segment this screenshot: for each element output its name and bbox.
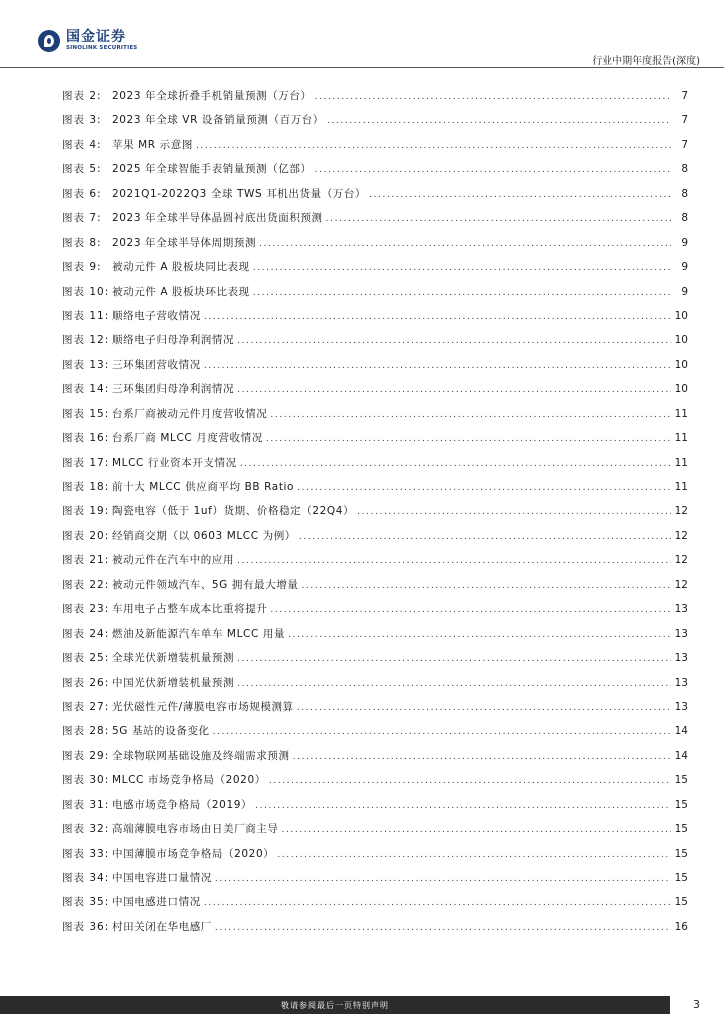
toc-entry-title: 2021Q1-2022Q3 全球 TWS 耳机出货量（万台）	[112, 187, 367, 200]
toc-entry-title: 全球光伏新增装机量预测	[112, 652, 235, 665]
toc-entry-page: 12	[674, 554, 688, 567]
toc-entry-page: 7	[681, 114, 688, 127]
toc-entry-page: 9	[681, 236, 688, 249]
toc-entry-title: 三环集团归母净利润情况	[112, 383, 235, 396]
toc-entry[interactable]	[62, 870, 688, 894]
logo-cn: 国金证券	[66, 29, 126, 46]
toc-entry-label: 图表 18:	[62, 481, 110, 493]
toc-entry-title: 经销商交期（以 0603 MLCC 为例）	[112, 529, 296, 542]
toc-entry-title: 车用电子占整车成本比重将提升	[112, 603, 268, 616]
toc-dot-leader	[288, 630, 671, 640]
toc-entry[interactable]	[62, 577, 688, 601]
toc-entry-title: 被动元件领域汽车、5G 拥有最大增量	[112, 578, 299, 591]
toc-dot-leader	[299, 532, 671, 542]
toc-entry-label: 图表 34:	[62, 872, 110, 884]
toc-dot-leader	[237, 556, 671, 566]
toc-entry-page: 10	[674, 383, 688, 396]
toc-dot-leader	[237, 385, 671, 395]
toc-entry-page: 13	[674, 652, 688, 665]
toc-entry-page: 11	[674, 481, 688, 493]
toc-entry[interactable]	[62, 723, 688, 747]
toc-entry-label: 图表 35:	[62, 896, 110, 909]
toc-entry-page: 7	[681, 90, 688, 102]
toc-entry-title: 2023 年全球折叠手机销量预测（万台）	[112, 90, 312, 102]
toc-entry-label: 图表 28:	[62, 725, 110, 738]
toc-entry-label: 图表 27:	[62, 700, 110, 713]
toc-entry[interactable]	[62, 528, 688, 552]
toc-entry[interactable]	[62, 797, 688, 821]
toc-entry-page: 15	[674, 847, 688, 860]
toc-entry-title: 中国电容进口量情况	[112, 872, 212, 884]
toc-entry-title: 被动元件 A 股板块同比表现	[112, 261, 250, 274]
toc-entry-title: 中国电感进口情况	[112, 896, 201, 909]
toc-entry-title: 5G 基站的设备变化	[112, 725, 210, 738]
toc-dot-leader	[315, 165, 671, 175]
toc-entry[interactable]	[62, 235, 688, 259]
toc-entry-label: 图表 16:	[62, 432, 110, 445]
toc-dot-leader	[293, 752, 671, 762]
toc-entry-page: 13	[674, 603, 688, 616]
toc-entry[interactable]	[62, 894, 688, 918]
toc-entry-label: 图表 32:	[62, 823, 110, 836]
toc-entry-label: 图表 10:	[62, 285, 110, 298]
toc-entry-title: 前十大 MLCC 供应商平均 BB Ratio	[112, 481, 295, 493]
toc-entry-page: 12	[674, 578, 688, 591]
toc-entry-title: 顺络电子营收情况	[112, 309, 201, 322]
toc-entry-label: 图表 21:	[62, 554, 110, 567]
toc-dot-leader	[297, 703, 671, 713]
toc-entry-label: 图表 6:	[62, 187, 102, 200]
toc-dot-leader	[326, 214, 671, 224]
header-divider	[0, 67, 724, 68]
toc-dot-leader	[253, 288, 671, 298]
toc-dot-leader	[237, 336, 671, 346]
toc-entry-title: 2023 年全球 VR 设备销量预测（百万台）	[112, 114, 325, 127]
toc-entry-title: 中国光伏新增装机量预测	[112, 676, 235, 689]
toc-dot-leader	[240, 459, 671, 469]
toc-entry[interactable]	[62, 430, 688, 454]
toc-entry[interactable]	[62, 137, 688, 161]
footer-disclaimer: 敬请参阅最后一页特别声明	[0, 996, 670, 1014]
toc-dot-leader	[357, 507, 671, 517]
toc-entry-title: MLCC 行业资本开支情况	[112, 456, 237, 469]
toc-entry-title: 顺络电子归母净利润情况	[112, 334, 235, 347]
toc-entry[interactable]	[62, 186, 688, 210]
toc-entry[interactable]	[62, 381, 688, 405]
toc-entry-label: 图表 33:	[62, 847, 110, 860]
toc-entry-page: 15	[674, 872, 688, 884]
toc-entry-label: 图表 19:	[62, 505, 110, 518]
toc-entry-page: 13	[674, 627, 688, 640]
toc-dot-leader	[270, 410, 671, 420]
toc-entry[interactable]	[62, 772, 688, 796]
toc-dot-leader	[204, 312, 671, 322]
toc-entry-title: 高端薄膜电容市场由日美厂商主导	[112, 823, 279, 836]
toc-dot-leader	[270, 605, 671, 615]
toc-dot-leader	[215, 923, 671, 933]
logo-icon	[38, 30, 60, 52]
toc-entry-label: 图表 9:	[62, 261, 102, 274]
toc-entry[interactable]	[62, 675, 688, 699]
toc-entry-title: 三环集团营收情况	[112, 358, 201, 371]
toc-entry-label: 图表 4:	[62, 138, 102, 151]
toc-dot-leader	[253, 263, 671, 273]
page-number: 3	[693, 998, 700, 1011]
toc-entry-title: 光伏磁性元件/薄膜电容市场规模测算	[112, 700, 294, 713]
toc-entry-title: 电感市场竞争格局（2019）	[112, 798, 253, 811]
toc-dot-leader	[215, 874, 671, 884]
toc-entry-page: 10	[674, 309, 688, 322]
toc-entry[interactable]	[62, 357, 688, 381]
toc-entry[interactable]	[62, 748, 688, 772]
toc-entry-label: 图表 25:	[62, 652, 110, 665]
toc-dot-leader	[327, 116, 671, 126]
toc-entry[interactable]	[62, 455, 688, 479]
toc-entry[interactable]	[62, 308, 688, 332]
toc-dot-leader	[297, 483, 671, 493]
toc-entry-page: 10	[674, 334, 688, 347]
toc-entry-label: 图表 13:	[62, 358, 110, 371]
toc-entry[interactable]	[62, 284, 688, 308]
toc-entry-label: 图表 14:	[62, 383, 110, 396]
toc-entry-label: 图表 31:	[62, 798, 110, 811]
toc-entry-page: 13	[674, 700, 688, 713]
toc-dot-leader	[315, 92, 671, 102]
toc-entry-page: 15	[674, 774, 688, 787]
toc-entry-page: 8	[681, 187, 688, 200]
toc-entry-page: 11	[674, 432, 688, 445]
toc-entry-page: 13	[674, 676, 688, 689]
figure-list	[62, 88, 688, 943]
toc-entry-label: 图表 2:	[62, 90, 102, 102]
toc-dot-leader	[269, 776, 671, 786]
toc-entry-title: 全球物联网基础设施及终端需求预测	[112, 749, 290, 762]
toc-entry-page: 15	[674, 823, 688, 836]
toc-entry[interactable]	[62, 210, 688, 234]
toc-entry-label: 图表 29:	[62, 749, 110, 762]
toc-entry-page: 15	[674, 896, 688, 909]
toc-entry[interactable]	[62, 601, 688, 625]
toc-entry[interactable]	[62, 259, 688, 283]
toc-entry-label: 图表 15:	[62, 407, 110, 420]
toc-entry[interactable]	[62, 552, 688, 576]
toc-entry[interactable]	[62, 406, 688, 430]
toc-entry-page: 9	[681, 261, 688, 274]
toc-entry-label: 图表 17:	[62, 456, 110, 469]
toc-dot-leader	[196, 141, 671, 151]
toc-entry-label: 图表 12:	[62, 334, 110, 347]
toc-entry[interactable]	[62, 650, 688, 674]
toc-dot-leader	[282, 825, 672, 835]
toc-entry-title: 村田关闭在华电感厂	[112, 920, 212, 933]
toc-entry-title: 燃油及新能源汽车单车 MLCC 用量	[112, 627, 286, 640]
toc-entry-title: MLCC 市场竞争格局（2020）	[112, 774, 266, 787]
toc-entry-label: 图表 7:	[62, 212, 102, 225]
toc-dot-leader	[204, 898, 671, 908]
toc-entry-title: 台系厂商被动元件月度营收情况	[112, 407, 268, 420]
toc-dot-leader	[266, 434, 671, 444]
toc-dot-leader	[204, 361, 671, 371]
toc-dot-leader	[255, 801, 671, 811]
toc-entry-label: 图表 3:	[62, 114, 102, 127]
toc-entry-page: 16	[674, 920, 688, 933]
toc-entry[interactable]	[62, 503, 688, 527]
toc-entry[interactable]	[62, 919, 688, 943]
toc-entry-page: 15	[674, 798, 688, 811]
toc-entry-title: 被动元件 A 股板块环比表现	[112, 285, 250, 298]
toc-dot-leader	[213, 727, 671, 737]
toc-entry-page: 9	[681, 285, 688, 298]
toc-dot-leader	[301, 581, 671, 591]
toc-entry-label: 图表 36:	[62, 920, 110, 933]
toc-entry-page: 12	[674, 505, 688, 518]
toc-entry[interactable]	[62, 161, 688, 185]
toc-entry-title: 被动元件在汽车中的应用	[112, 554, 235, 567]
toc-entry-title: 苹果 MR 示意图	[112, 138, 193, 151]
toc-entry[interactable]	[62, 699, 688, 723]
toc-entry-label: 图表 24:	[62, 627, 110, 640]
toc-entry-page: 8	[681, 163, 688, 176]
logo-text	[66, 30, 137, 52]
toc-entry-label: 图表 11:	[62, 309, 110, 322]
toc-entry-page: 14	[674, 749, 688, 762]
toc-entry-title: 陶瓷电容（低于 1uf）货期、价格稳定（22Q4）	[112, 505, 355, 518]
toc-entry[interactable]	[62, 479, 688, 503]
toc-dot-leader	[237, 679, 671, 689]
toc-entry-title: 2023 年全球半导体周期预测	[112, 236, 257, 249]
toc-entry-title: 中国薄膜市场竞争格局（2020）	[112, 847, 275, 860]
toc-entry-label: 图表 26:	[62, 676, 110, 689]
toc-entry-title: 2025 年全球智能手表销量预测（亿部）	[112, 163, 312, 176]
toc-entry[interactable]	[62, 821, 688, 845]
toc-dot-leader	[237, 654, 671, 664]
toc-entry-label: 图表 30:	[62, 774, 110, 787]
toc-entry-label: 图表 20:	[62, 529, 110, 542]
page-header	[0, 0, 724, 70]
toc-entry-page: 7	[681, 138, 688, 151]
toc-dot-leader	[259, 239, 671, 249]
toc-entry-title: 台系厂商 MLCC 月度营收情况	[112, 432, 263, 445]
toc-entry[interactable]	[62, 332, 688, 356]
toc-entry-page: 11	[674, 407, 688, 420]
report-type: 行业中期年度报告(深度)	[592, 56, 700, 67]
toc-entry-label: 图表 22:	[62, 578, 110, 591]
toc-entry-label: 图表 5:	[62, 163, 102, 176]
logo-en: SINOLINK SECURITIES	[66, 45, 138, 52]
toc-entry[interactable]	[62, 626, 688, 650]
toc-entry-page: 12	[674, 529, 688, 542]
toc-entry[interactable]	[62, 112, 688, 136]
toc-entry-title: 2023 年全球半导体晶圆衬底出货面积预测	[112, 212, 323, 225]
toc-entry-page: 10	[674, 358, 688, 371]
toc-dot-leader	[277, 850, 671, 860]
toc-entry-label: 图表 23:	[62, 603, 110, 616]
toc-dot-leader	[369, 190, 671, 200]
toc-entry[interactable]	[62, 846, 688, 870]
toc-entry-page: 8	[681, 212, 688, 225]
toc-entry-page: 14	[674, 725, 688, 738]
toc-entry[interactable]	[62, 88, 688, 112]
toc-entry-label: 图表 8:	[62, 236, 102, 249]
toc-entry-page: 11	[674, 456, 688, 469]
company-logo	[38, 30, 137, 52]
